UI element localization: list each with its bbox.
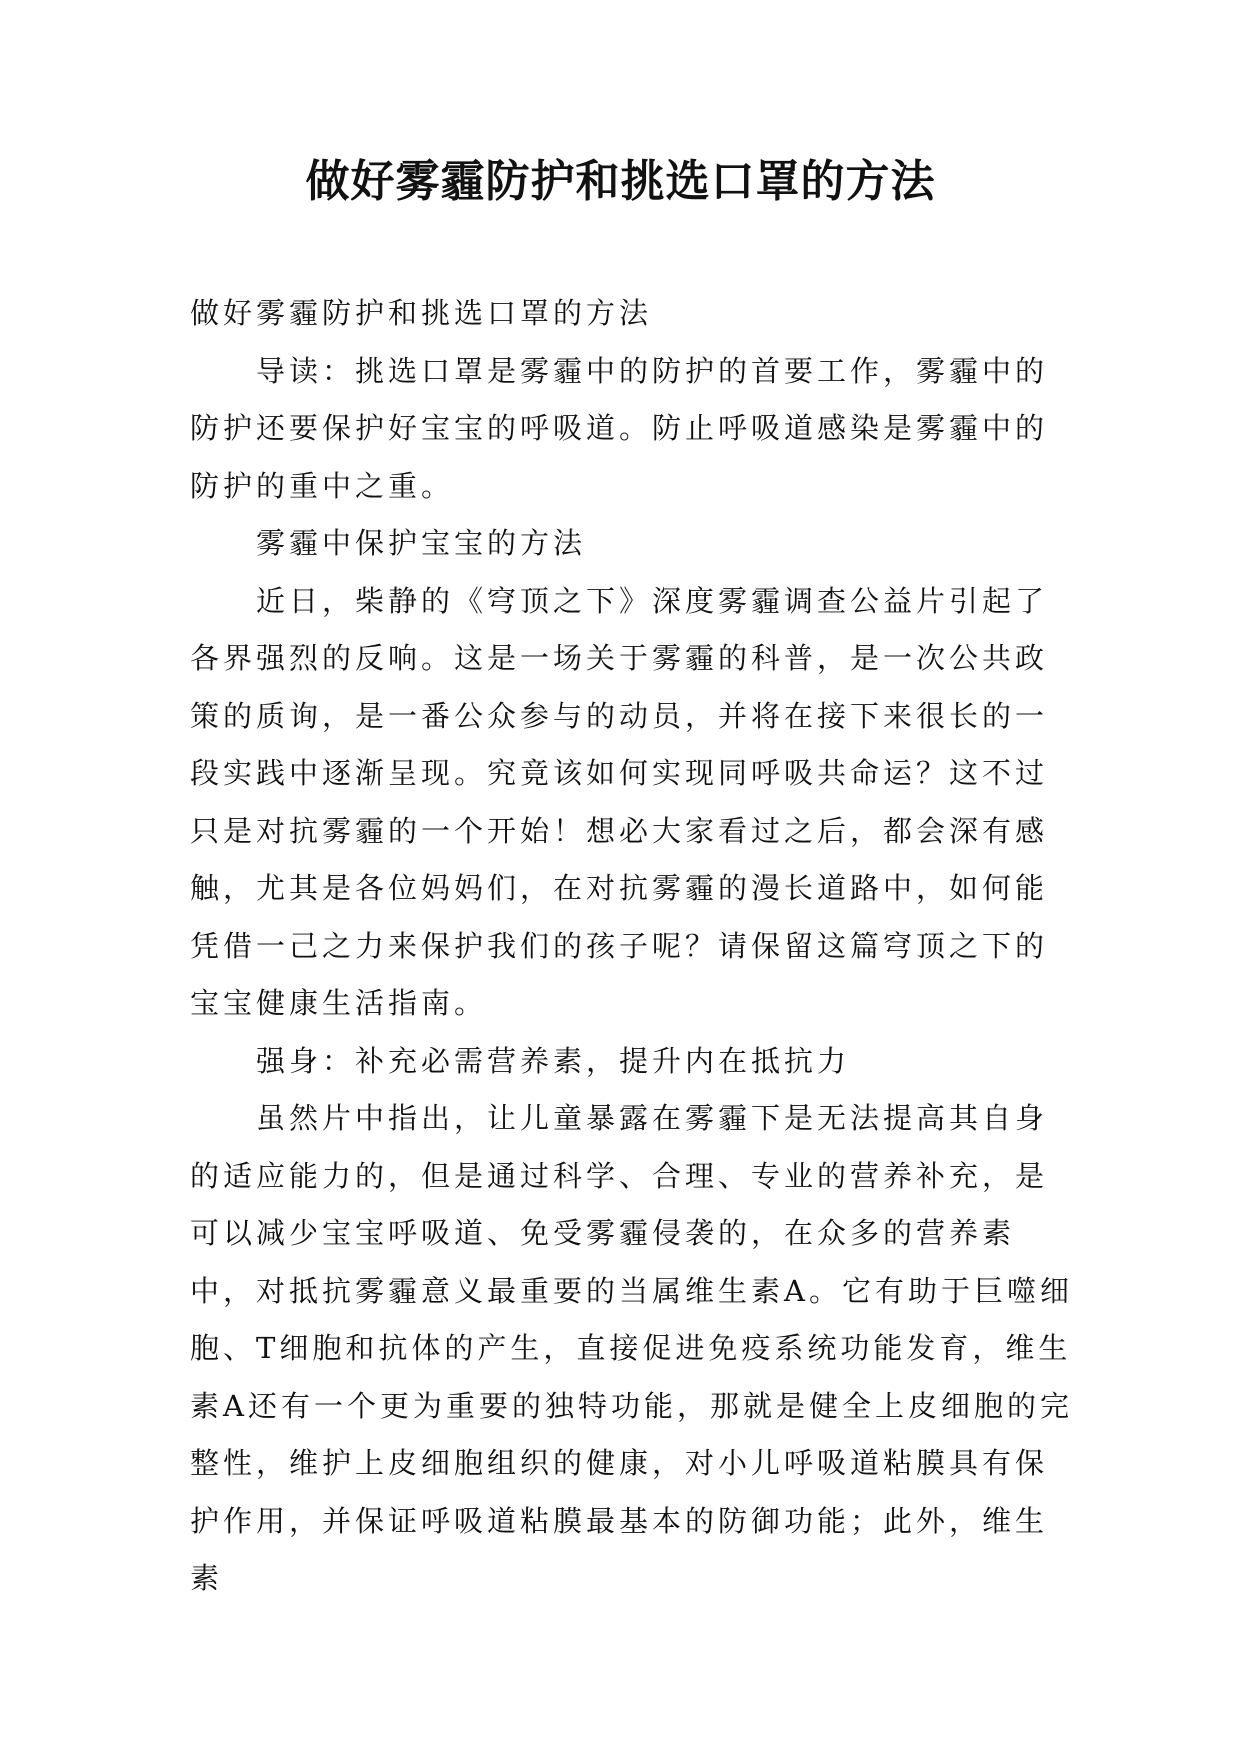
paragraph-vitamin-a: 虽然片中指出，让儿童暴露在雾霾下是无法提高其自身的适应能力的，但是通过科学、合理、专业的营养补充，是可以减少宝宝呼吸道、免受雾霾侵袭的，在众多的营养素中，对抵抗雾霾意义最重要的当属维生素A。它有助于巨噬细胞、T细胞和抗体的产生，直接促进免疫系统功能发育，维生素A还有一个更为重要的独特功能，那就是健全上皮细胞的完整性，维护上皮细胞组织的健康，对小儿呼吸道粘膜具有保护作用，并保证呼吸道粘膜最基本的防御功能；此外，维生素 bbox=[190, 1101, 1073, 1595]
document-body bbox=[190, 285, 1080, 1608]
paragraph-intro: 导读：挑选口罩是雾霾中的防护的首要工作，雾霾中的防护还要保护好宝宝的呼吸道。防止呼吸道感染是雾霾中的防护的重中之重。 bbox=[190, 353, 1049, 503]
section-heading-nutrition: 强身：补充必需营养素，提升内在抵抗力 bbox=[256, 1043, 851, 1078]
paragraph-documentary: 近日，柴静的《穹顶之下》深度雾霾调查公益片引起了各界强烈的反响。这是一场关于雾霾的科普，是一次公共政策的质询，是一番公众参与的动员，并将在接下来很长的一段实践中逐渐呈现。究竟该如何实现同呼吸共命运？这不过只是对抗雾霾的一个开始！想必大家看过之后，都会深有感触，尤其是各位妈妈们，在对抗雾霾的漫长道路中，如何能凭借一己之力来保护我们的孩子呢？请保留这篇穹顶之下的宝宝健康生活指南。 bbox=[190, 583, 1049, 1020]
section-heading-protect-baby: 雾霾中保护宝宝的方法 bbox=[256, 526, 587, 560]
paragraph-subtitle: 做好雾霾防护和挑选口罩的方法 bbox=[190, 296, 653, 330]
document-title: 做好雾霾防护和挑选口罩的方法 bbox=[305, 156, 936, 207]
